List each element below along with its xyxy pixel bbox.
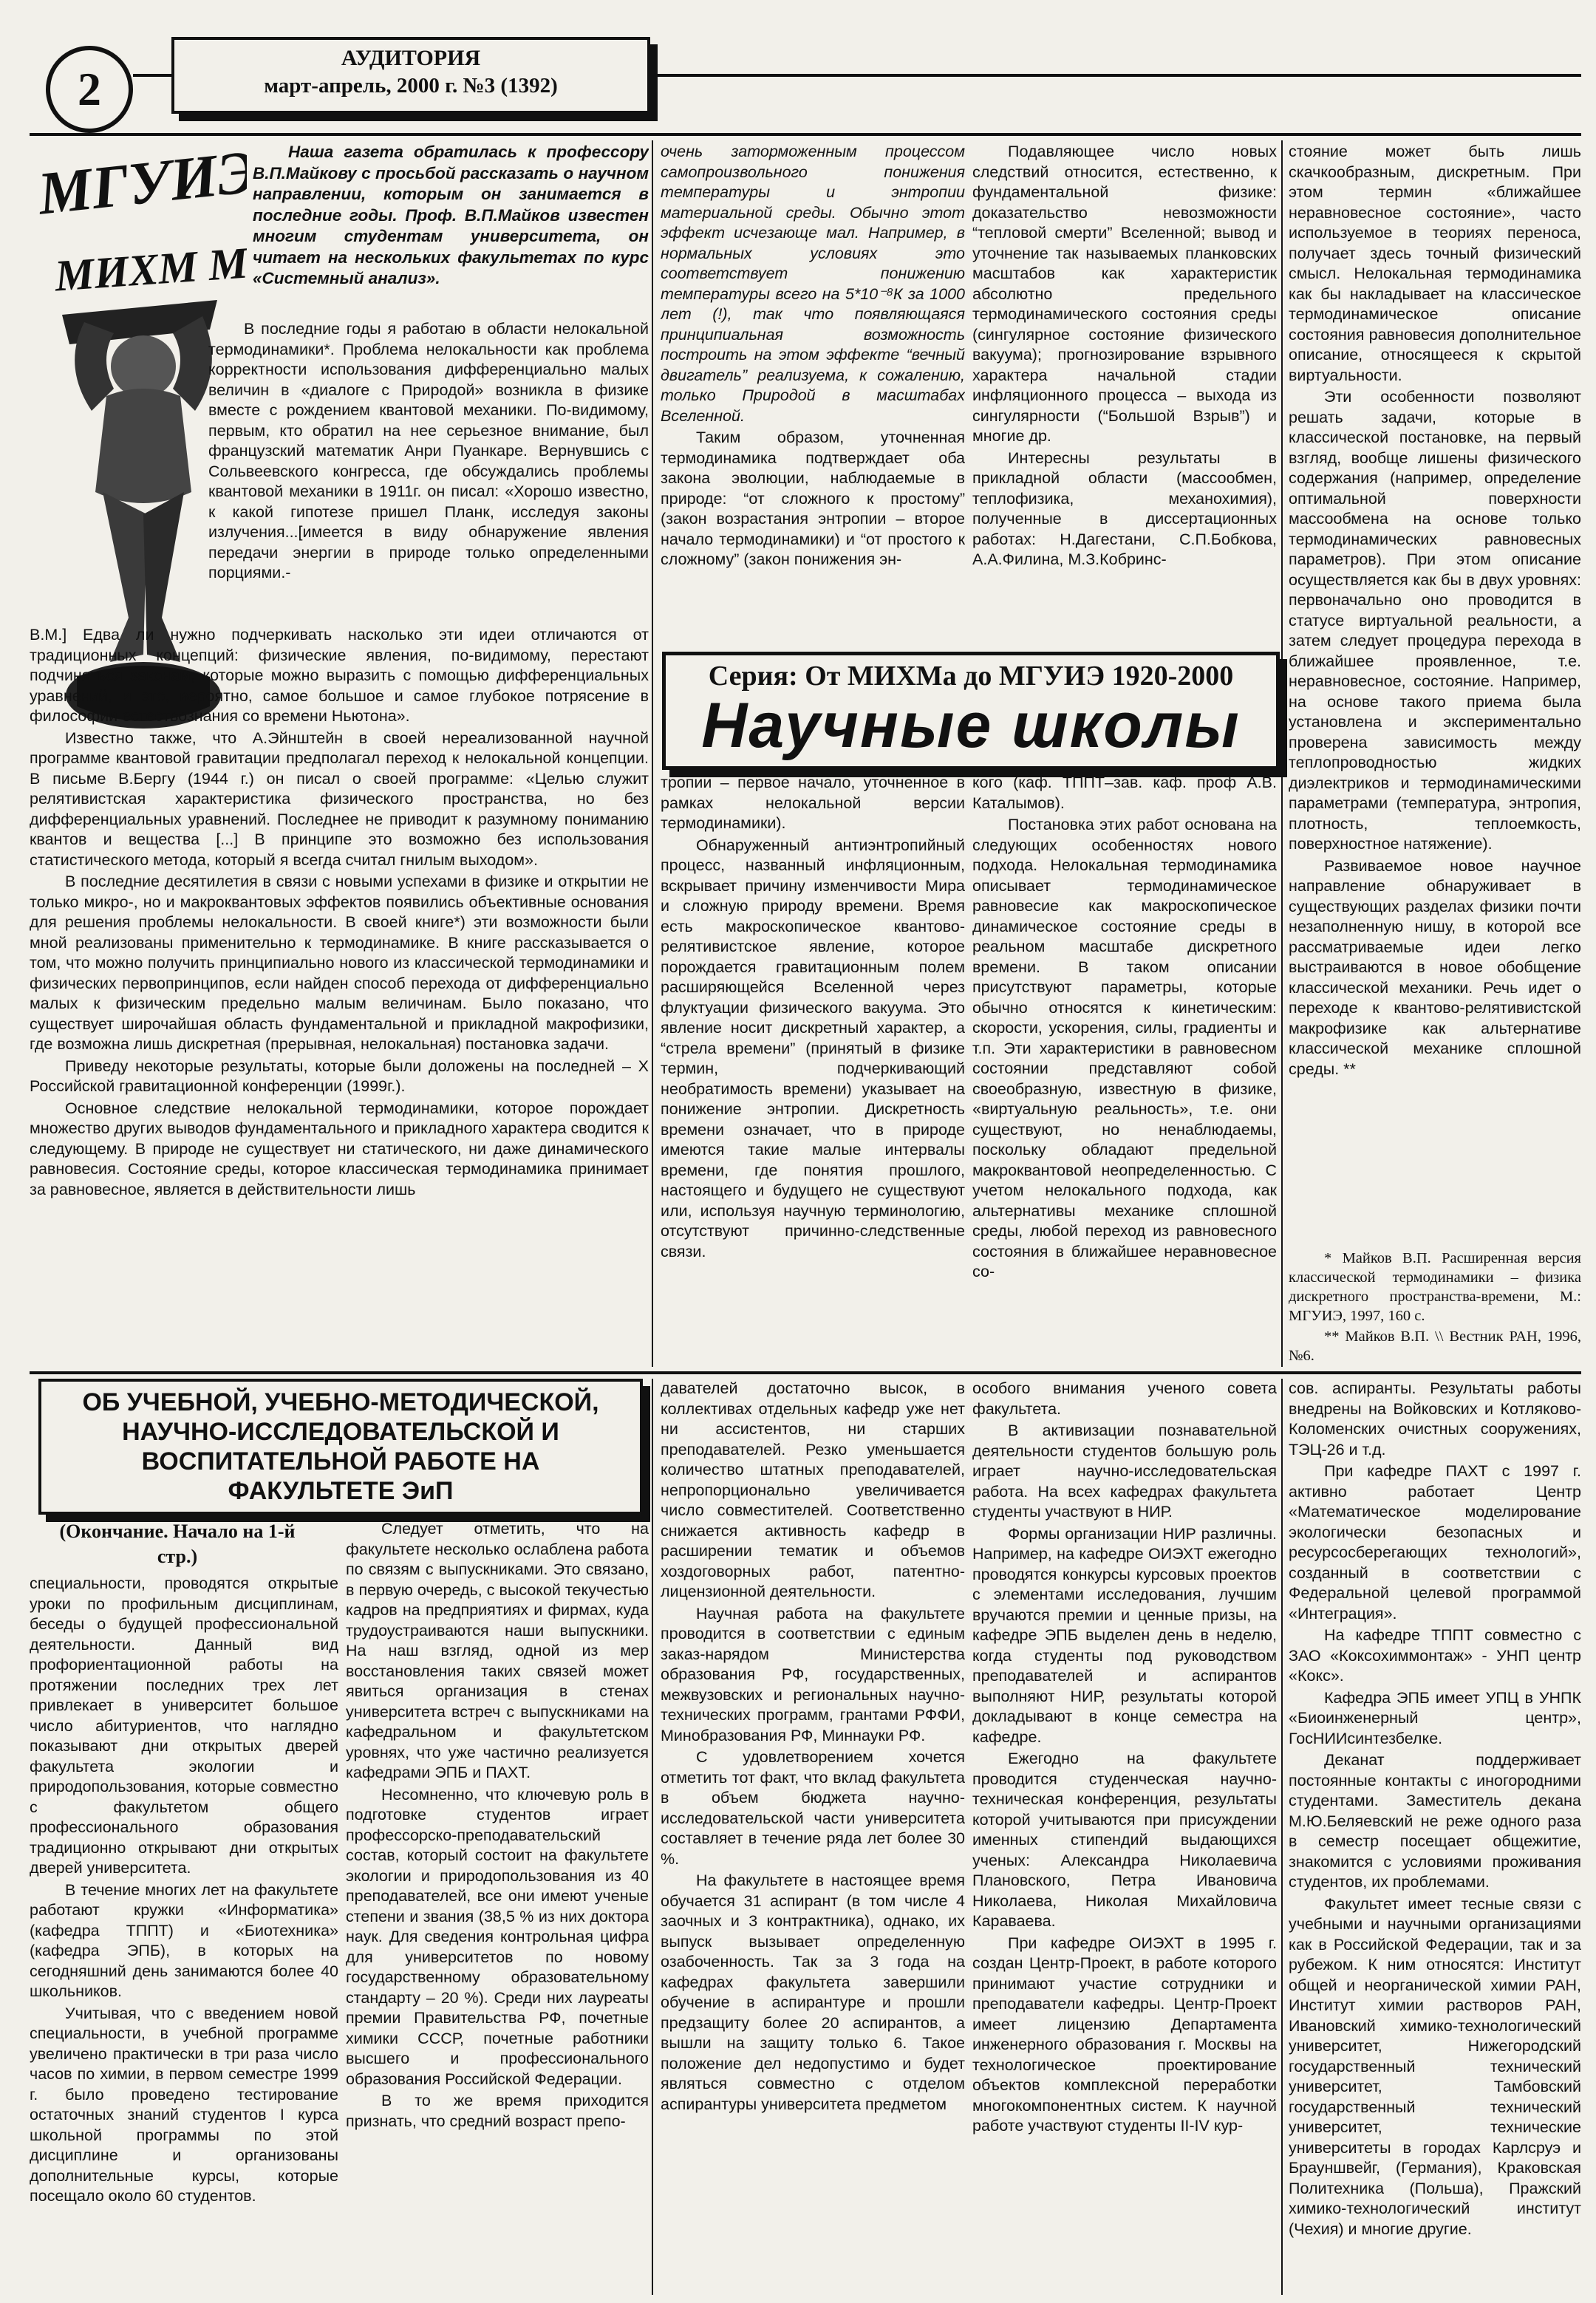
article1-paragraph: Интересны результаты в прикладной области (массообмен, теплофизика, механохимия), полученные в диссертационных работах: Н.Дагестани, С.П.Бобкова, А.А.Филина, М.З.Кобринс- — [972, 448, 1277, 568]
article2-paragraph: Формы организации НИР различны. Например, на кафедре ОИЭХТ ежегодно проводятся конкурсы курсовых проектов с элементами исследования, лучшим вручаются премии и ценные призы, на кафедре ЭПБ выделен день в неделю, когда студенты под руководством преподавателей и аспирантов выполняют НИР, результаты которой докладывают в конце семестра на кафедре. — [972, 1524, 1277, 1746]
article2-paragraph: сов. аспиранты. Результаты работы внедрены на Войковских и Котляково-Коломенских очистных сооружениях, ТЭЦ-26 и т.д. — [1289, 1379, 1581, 1458]
header-rule — [133, 74, 174, 77]
article1-paragraph: В.М.] Едва ли нужно подчеркивать насколько эти идеи отличаются от традиционных концепций: физические явления, по-видимому, перестают подчиняться законам, которые можно выразить с помощью дифференциальных уравнений, и это, вероятно, самое большое и самое глубокое потрясение в философии естествознания со времени Ньютона». — [30, 626, 649, 725]
page-number: 2 — [78, 63, 101, 115]
article2-paragraph: Деканат поддерживает постоянные контакты с иногородними студентами. Заместитель декана М.Ю.Беляевский не реже одного раза в семестр посещает общежитие, знакомится с условиями проживания студентов, их проблемами. — [1289, 1751, 1581, 1891]
article1-col2-bottom — [661, 773, 965, 1367]
article1-paragraph: Развиваемое новое научное направление обнаруживает в существующих разделах физики почти незаполненную нишу, в которой все рассматриваемые идеи легко выстраиваются в новое обобщение классической механики. Речь идет о переходе к квантово-релятивистской макрофизике как альтернативе классической механике сплошной среды. ** — [1289, 856, 1581, 1078]
article2-paragraph: Следует отметить, что на факультете несколько ослаблена работа по связям с выпускниками. Это связано, в первую очередь, с высокой текучестью кадров на предприятиях и фирмах, куда трудоустраиваются наши выпускники. На наш взгляд, одной из мер восстановления таких связей может явиться организация в стенах университета встреч с выпускниками на кафедральном и факультетском уровнях, что уже частично реализуется кафедрами ЭПБ и ПАХТ. — [346, 1520, 649, 1781]
column-divider — [652, 140, 653, 1367]
intro-text: Наша газета обратилась к профессору В.П.Майкову с просьбой рассказать о научном направлении, которым он занимается в последние годы. Проф. В.П.Майков известен многим студентам университета, он читает на нескольких факультетах по курс «Системный анализ». — [253, 143, 649, 287]
article2-paragraph: Кафедра ЭПБ имеет УПЦ в УНПК «Биоинженерный центр», ГосНИИсинтезбелке. — [1289, 1688, 1581, 1747]
article1-paragraph: Известно также, что А.Эйнштейн в своей нереализованной научной программе квантовой гравитации предполагал переход к нелокальной концепции. В письме В.Бергу (1944 г.) он писал о своей программе: «Целью служит релятивистская характеристика физического пространства, но без дифференциальных уравнений. Последнее не приводит к разумному пониманию квантов и вещества [...] В принципе это возможно без использования статистического метода, который я всегда считал гнилым выходом». — [30, 729, 649, 869]
series-label: Серия: От МИХМа до МГУИЭ 1920-2000 — [708, 661, 1234, 692]
article1-paragraph: Приведу некоторые результаты, которые были доложены на последней – X Российской гравитационной конференции (1999г.). — [30, 1057, 649, 1095]
article1-paragraph: В последние десятилетия в связи с новыми успехами в физике и открытии не только микро-, но и макроквантовых эффектов появились объективные основания для решения проблемы нелокальности. В своей книге*) эти возможности были мной реализованы применительно к термодинамике. В книге рассказывается о том, что можно получить принципиально нового из классической термодинамики и физических первопринципов, если найден способ перехода от дифференциально малых к физическим предельно малым величинам. Было показано, что существует широчайшая область фундаментальной и прикладной макрофизики, где возможна лишь дискретная (прерывная, нелокальная) постановка задачи. — [30, 873, 649, 1053]
article2-paragraph: С удовлетворением хочется отметить тот факт, что вклад факультета в объем бюджета научно-исследовательской части университета составляет в течение ряда лет более 30 %. — [661, 1748, 965, 1868]
logo-text-top: МГУИЭ — [35, 145, 247, 228]
article1-paragraph: стояние может быть лишь скачкообразным, дискретным. При этом термин «ближайшее неравновесное состояние», часто используемое в теориях переноса, получает здесь точный физический смысл. Нелокальная термодинамика как бы накладывает на классическое термодинамическое описание состояния равновесия дополнительное описание, относящееся к скрытой виртуальности. — [1289, 143, 1581, 384]
article2-paragraph: В активизации познавательной деятельности студентов большую роль играет научно-исследовательская работа. На всех кафедрах факультета студенты участвуют в НИР. — [972, 1422, 1277, 1521]
article2-paragraph: особого внимания ученого совета факультета. — [972, 1379, 1277, 1418]
footnote: * Майков В.П. Расширенная версия классической термодинамики – физика дискретного пространства-времени, М.: МГУИЭ, 1997, 160 с. — [1289, 1250, 1581, 1324]
article1-col3 — [972, 142, 1277, 644]
article2-paragraph: При кафедре ПАХТ с 1997 г. активно работает Центр «Математическое моделирование экологически безопасных и ресурсосберегающих технологий», созданный в соответствии с Федеральной целевой программой «Интеграция». — [1289, 1462, 1581, 1623]
article2-paragraph: При кафедре ОИЭХТ в 1995 г. создан Центр-Проект, в работе которого принимают участие сотрудники и преподаватели кафедры. Центр-Проект имеет лицензию Департамента инженерного образования г. Москвы на технологическое проектирование объектов комплексной переработки многокомпонентных систем. К научной работе участвуют студенты II-IV кур- — [972, 1934, 1277, 2135]
article1-paragraph: кого (каф. ТППТ–зав. каф. проф А.В. Каталымов). — [972, 774, 1277, 812]
article1-paragraph: Постановка этих работ основана на следующих особенностях нового подхода. Нелокальная термодинамика описывает термодинамическое равновесие как макроскопическое динамическое состояние среды в реальном масштабе дискретного времени. В таком описании присутствуют параметры, которые обычно относятся к кинетическим: скорости, ускорения, силы, градиенты и т.п. Эти характеристики в равновесном состоянии представляют собой своеобразную, известную в физике, «виртуальную реальность», т.е. они существуют, но ненаблюдаемы, поскольку обладают предельной макроквантовой неопределенностью. С учетом нелокального подхода, как альтернативы механике сплошной среды, любой переход из равновесного состояния в ближайшее неравновесное со- — [972, 816, 1277, 1280]
article2-title: ОБ УЧЕБНОЙ, УЧЕБНО-МЕТОДИЧЕСКОЙ, НАУЧНО-ИССЛЕДОВАТЕЛЬСКОЙ И ВОСПИТАТЕЛЬНОЙ РАБОТЕ НА ФАКУЛЬТЕТЕ ЭиП — [82, 1388, 599, 1505]
page-number-circle — [46, 46, 133, 133]
column-divider — [1281, 1379, 1283, 2295]
series-title: Научные школы — [701, 690, 1241, 761]
article2-paragraph: специальности, проводятся открытые уроки по профильным дисциплинам, беседы о будущей профессиональной деятельности. Данный вид профориентационной работы на протяжении последних трех лет привлекает в университет большое число абитуриентов, что наглядно показывают дни открытых дверей факультета экологии и природопользования, которые совместно с факультетом общего профессионального образования традиционно открывают дни открытых дверей университета. — [30, 1574, 338, 1877]
top-border — [30, 133, 1581, 136]
column-divider — [1281, 140, 1283, 1367]
article2-paragraph: Ежегодно на факультете проводится студенческая научно-техническая конференция, результаты которой учитываются при присуждении именных стипендий выдающихся ученых: Александра Николаевича Плановского, Петра Ивановича Николаева, Николая Михайловича Караваева. — [972, 1750, 1277, 1930]
article2-paragraph: В то же время приходится признать, что средний возраст препо- — [346, 2092, 649, 2130]
article1-paragraph: Подавляющее число новых следствий относится, естественно, к фундаментальной физике: доказательство невозможности “тепловой смерти” Вселенной; вывод и уточнение так называемых планковских масштабов как характеристик абсолютно предельного термодинамического состояния среды (сингулярное состояние физического вакуума); прогнозирование взрывного характера начальной стадии инфляционного процесса – выхода из сингулярности (“Большой Взрыв”) и многие др. — [972, 143, 1277, 445]
footnote: ** Майков В.П. \\ Вестник РАН, 1996, №6. — [1289, 1328, 1581, 1364]
article1-footnotes — [1289, 1249, 1581, 1367]
article1-paragraph: Эти особенности позволяют решать задачи, которые в классической постановке, на первый взгляд, вообще лишены физического содержания (например, определение оптимальной поверхности массообмена на основе только термодинамических равновесных параметров). При этом описание осуществляется как бы в двух уровнях: первоначально оно проводится в статусе виртуальной реальности, а затем следует процедура перехода в ближайшее проявленное, т.е. неравновесное, состояние. Например, на основе такого приема была установлена и экспериментально проверена зависимость между теплопроводностью жидких диэлектриков и термодинамическими параметрами (температура, энтропия, плотность, теплоемкость, поверхностное натяжение). — [1289, 388, 1581, 853]
article2-paragraph: На кафедре ТППТ совместно с ЗАО «Коксохиммонтаж» - УНП центр «Кокс». — [1289, 1626, 1581, 1685]
masthead-box — [171, 37, 650, 114]
header-rule-right — [650, 74, 1581, 77]
paper-name: АУДИТОРИЯ — [341, 46, 481, 70]
article2-title-box — [38, 1379, 643, 1515]
article1-paragraph: очень заторможенным процессом самопроизвольного понижения температуры и энтропии материальной среды. Обычно этот эффект исчезающе мал. Например, в нормальных условиях это соответствует понижению температуры всего на 5*10⁻⁸К за 1000 лет (!), так что появляющаяся принципиальная возможность построить на этом эффекте “вечный двигатель” реализуема, к сожалению, только Природой в масштабах Вселенной. — [661, 143, 965, 425]
issue-info: март-апрель, 2000 г. №3 (1392) — [264, 74, 558, 98]
series-box — [662, 652, 1280, 770]
article1-col3-bottom — [972, 773, 1277, 1367]
article1-col4 — [1289, 142, 1581, 1243]
article2-paragraph: давателей достаточно высок, в коллективах отдельных кафедр уже нет ни ассистентов, ни старших преподавателей. Резко уменьшается количество штатных преподавателей, непропорционально увеличивается число совместителей. Соответственно снижается активность кафедр в расширении тематик и объемов хоздоговорных работ, патентно-лицензионной деятельности. — [661, 1379, 965, 1600]
article1-col2 — [661, 142, 965, 644]
article1-paragraph: Обнаруженный антиэнтропийный процесс, названный инфляционным, вскрывает причину изменчивости Мира и сложную природу времени. Время есть макроскопическое квантово-релятивистское явление, которое порождается гравитационным полем расширяющейся Вселенной через флуктуации физического вакуума. Это явление носит дискретный характер, а “стрела времени” (принятый в физике термин, подчеркивающий необратимость времени) указывает на понижение энтропии. Дискретность времени означает, что в природе имеются такие малые интервалы времени, где понятия прошлого, настоящего и будущего не существуют или, используя научную терминологию, отсутствуют причинно-следственные связи. — [661, 836, 965, 1260]
article1-paragraph: Таким образом, уточненная термодинамика подтверждает оба закона эволюции, наблюдаемые в природе: “от сложного к простому” (закон возрастания энтропии – второе начало термодинамики) и “от простого к сложному” (закон понижения эн- — [661, 429, 965, 568]
article1-paragraph: Основное следствие нелокальной термодинамики, которое порождает множество других выводов фундаментального и прикладного характера сводится к следующему. В природе не существует ни статического, ни даже динамического равновесия. Состояние среды, которое классическая термодинамика принимает за равновесное, является в действительности лишь — [30, 1099, 649, 1198]
article2-paragraph: Научная работа на факультете проводится в соответствии с единым заказ-нарядом Министерства образования РФ, государственных, межвузовских и региональных научно-технических программ, грантами РФФИ, Минобразования РФ, Миннауки РФ. — [661, 1604, 965, 1744]
article1-paragraph: тропии – первое начало, уточненное в рамках нелокальной версии термодинамики). — [661, 774, 965, 832]
article2-paragraph: Факультет имеет тесные связи с учебными и научными организациями как в Российской Федерации, так и за рубежом. К ним относятся: Институт общей и неорганической химии РАН, Институт химии растворов РАН, Ивановский химико-технологический университет, Нижегородский государственный технический университет, Тамбовский государственный технический университет, технические университеты в городах Карлсруэ и Брауншвейг, (Германия), Краковская Политехника (Польша), Пражский химико-технологический институт (Чехия) и многие другие. — [1289, 1894, 1581, 2238]
article2-paragraph: Учитывая, что с введением новой специальности, в учебной программе увеличено практически в три раза число часов по химии, в первом семестре 1999 г. было проведено тестирование остаточных знаний студентов I курса школьной программы по этой дисциплине и организованы дополнительные курсы, которые посещало около 60 студентов. — [30, 2004, 338, 2205]
continuation-label: (Окончание. Начало на 1-й стр.) — [59, 1521, 296, 1567]
article2-col1 — [30, 1574, 338, 2298]
article1-col1-top — [208, 319, 649, 622]
article2-paragraph: На факультете в настоящее время обучается 31 аспирант (в том числе 4 заочных и 3 контрактника), однако, их выпуск вызывает определенную озабоченность. Так за 3 года на кафедрах факультета завершили обучение в аспирантуре и прошли предзащиту более 20 аспирантов, а вышли на защиту только 6. Такое положение дел недопустимо и будет являться совместно с отделом аспирантуры университета предметом — [661, 1872, 965, 2113]
article2-col5 — [1289, 1379, 1581, 2298]
logo-text-second: МИХМ МИХМ — [52, 231, 247, 301]
article1-col1-bottom — [30, 625, 649, 1367]
article2-col4 — [972, 1379, 1277, 2298]
article1-paragraph: В последние годы я работаю в области нелокальной термодинамики*. Проблема нелокальности как проблема корректности использования дифференциально малых величин в «диалоге с Природой» возникла в физике вместе с рождением квантовой механики. По-видимому, первым, кто обратил на нее серьезное внимание, был французский математик Анри Пуанкаре. Вернувшись с Сольвеевского конгресса, где обсуждались проблемы квантовой механики в 1911г. он писал: «Хорошо известно, к какой гипотезе пришел Планк, исследуя законы излучения...[имеется в виду обнаружение явления передачи энергии в природе только определенными порциями.- — [208, 320, 649, 581]
section-divider — [30, 1371, 1581, 1374]
column-divider — [652, 1379, 653, 2295]
article2-col3 — [661, 1379, 965, 2298]
article2-paragraph: В течение многих лет на факультете работают кружки «Информатика» (кафедра ТППТ) и «Биотехника» (кафедра ЭПБ), в которых на сегодняшний день занимаются более 40 школьников. — [30, 1880, 338, 2000]
article2-col2 — [346, 1519, 649, 2298]
article2-paragraph: Несомненно, что ключевую роль в подготовке студентов играет профессорско-преподавательский состав, который состоит на факультете экологии и природопользования из 40 преподавателей, все они имеют ученые степени и звания (38,5 % из них доктора наук. Для сведения контрольная цифра для университетов по новому государственному образовательному стандарту – 20 %). Среди них лауреаты премии Правительства РФ, почетные химики СССР, почетные работники высшего и профессионального образования Российской Федерации. — [346, 1785, 649, 2088]
